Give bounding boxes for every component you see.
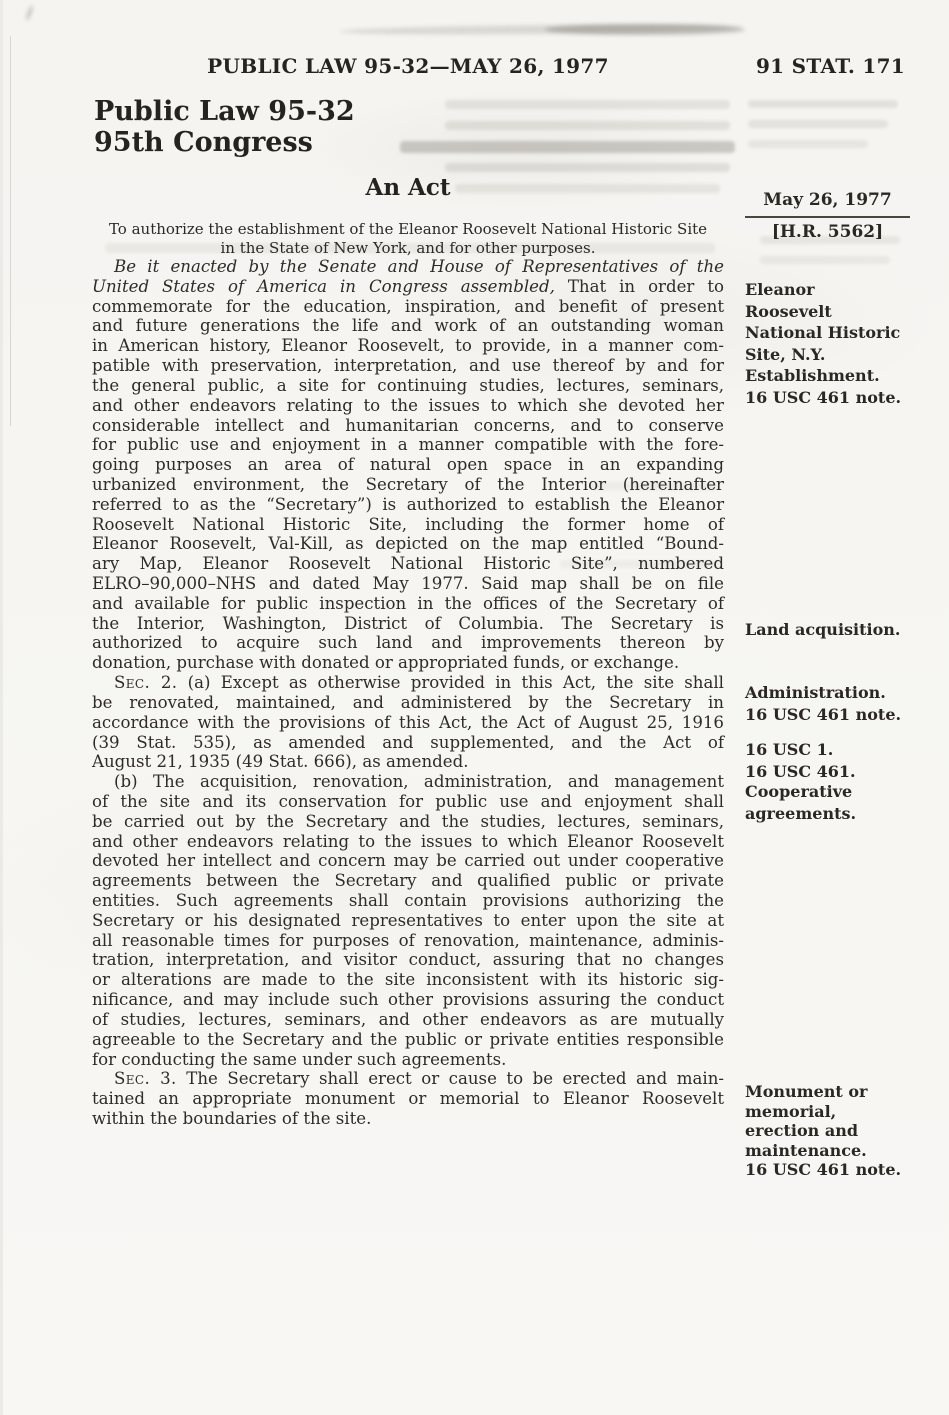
text-line: referred to as the “Secretary”) is authorized to establish the Eleanor — [92, 494, 724, 514]
text-line: August 21, 1935 (49 Stat. 666), as amended. — [92, 752, 469, 772]
margin-note-monument — [745, 1082, 910, 1180]
text-line: National Historic — [745, 323, 901, 343]
bleed-through-artifact — [400, 141, 735, 153]
public-law-number: Public Law 95-32 — [94, 96, 355, 127]
text-line: memorial, — [745, 1101, 837, 1121]
margin-note-date-block — [745, 190, 910, 243]
text-line: Cooperative — [745, 782, 853, 801]
text-line: agreeable to the Secretary and the public or private entities responsible — [92, 1029, 724, 1049]
text-line: patible with preservation, interpretation, and use thereof by and for — [92, 356, 724, 376]
page-edge-shade — [0, 0, 3, 1415]
text-line: and future generations the life and work of an outstanding woman — [92, 316, 724, 336]
text-line: the general public, a site for continuing studies, lectures, seminars, — [92, 375, 724, 395]
text-line: Secretary or his designated representatives to enter upon the site at — [92, 910, 724, 930]
act-heading: An Act — [365, 174, 451, 201]
text-line: within the boundaries of the site. — [92, 1108, 372, 1128]
bleed-through-artifact — [748, 120, 888, 128]
text-line: considerable intellect and humanitarian concerns, and to conserve — [92, 415, 724, 435]
margin-note-administration — [745, 682, 910, 725]
text-line: for conducting the same under such agreements. — [92, 1049, 507, 1069]
text-line: (b) The acquisition, renovation, administration, and management — [114, 772, 724, 792]
bleed-through-artifact — [748, 100, 898, 108]
ink-smudge-artifact — [340, 23, 740, 36]
text-line: all reasonable times for purposes of renovation, maintenance, adminis- — [92, 930, 724, 950]
pen-tick-artifact — [25, 5, 33, 21]
ink-smudge-artifact — [545, 24, 745, 35]
text-line: (39 Stat. 535), as amended and supplemented, and the Act of — [92, 732, 724, 752]
text-line: 16 USC 1. — [745, 740, 834, 759]
text-line: the Interior, Washington, District of Columbia. The Secretary is — [92, 613, 724, 633]
congress-number: 95th Congress — [94, 127, 313, 158]
scan-fold-line — [10, 36, 11, 426]
section-2b-paragraph — [92, 772, 724, 1069]
text-line: Establishment. — [745, 366, 880, 386]
text-line: Roosevelt — [745, 301, 832, 321]
bleed-through-artifact — [760, 256, 890, 264]
bleed-through-artifact — [748, 140, 868, 148]
text-line: in the State of New York, and for other purposes. — [220, 239, 596, 257]
text-line: Land acquisition. — [745, 620, 901, 639]
bleed-through-artifact — [445, 163, 730, 172]
text-line: entities. Such agreements shall contain provisions authorizing the — [92, 891, 724, 910]
stat-citation: 91 STAT. 171 — [755, 54, 905, 78]
bill-number-note: [H.R. 5562] — [771, 221, 884, 242]
text-line: going purposes an area of natural open space in an expanding — [92, 455, 724, 475]
text-line: nificance, and may include such other provisions assuring the conduct — [92, 990, 724, 1010]
text-line: 16 USC 461. — [745, 761, 856, 781]
text-line: and other endeavors relating to the issues to which Eleanor Roosevelt — [92, 831, 724, 851]
text-line: or alterations are made to the site inconsistent with its historic sig- — [92, 970, 724, 990]
text-line: To authorize the establishment of the Eleanor Roosevelt National Historic Site — [108, 220, 708, 238]
text-line: tration, interpretation, and visitor conduct, assuring that no changes — [92, 950, 724, 970]
section-3-paragraph — [92, 1069, 724, 1128]
law-heading — [94, 96, 355, 158]
margin-note-establishment — [745, 279, 910, 409]
margin-note-land-acquisition — [745, 619, 910, 641]
text-line: Administration. — [745, 683, 886, 702]
text-line: agreements between the Secretary and qualified public or private — [92, 871, 724, 891]
text-line: tained an appropriate monument or memorial to Eleanor Roosevelt — [92, 1089, 724, 1109]
text-line: be carried out by the Secretary and the studies, lectures, seminars, — [92, 811, 724, 831]
text-line: Sec. 3. The Secretary shall erect or cause to be erected and main- — [114, 1069, 724, 1089]
bleed-through-artifact — [445, 100, 730, 109]
text-line: 16 USC 461 note. — [745, 704, 902, 724]
text-line: and other endeavors relating to the issues to which she devoted her — [92, 395, 724, 415]
date-note: May 26, 1977 — [745, 190, 910, 218]
text-line: Monument or — [745, 1082, 868, 1101]
text-line: Sec. 2. (a) Except as otherwise provided in this Act, the site shall — [114, 673, 724, 693]
text-line: authorized to acquire such land and improvements thereon by — [92, 633, 724, 653]
text-line: Roosevelt National Historic Site, including the former home of — [92, 514, 724, 534]
text-line: erection and — [745, 1121, 859, 1140]
text-line: of studies, lectures, seminars, and other endeavors as are mutually — [92, 1009, 724, 1029]
text-line: 16 USC 461 note. — [745, 387, 902, 407]
text-line: and available for public inspection in the offices of the Secretary of — [92, 593, 724, 613]
text-line: maintenance. — [745, 1140, 867, 1160]
section-2a-paragraph — [92, 673, 724, 772]
long-title — [92, 220, 724, 258]
text-line: devoted her intellect and concern may be carried out under cooperative — [92, 851, 724, 871]
text-line: of the site and its conservation for public use and enjoyment shall — [92, 791, 724, 811]
text-line: United States of America in Congress assembled, That in order to — [92, 276, 724, 296]
text-line: in American history, Eleanor Roosevelt, to provide, in a manner com- — [92, 336, 724, 356]
enacting-clause-paragraph — [92, 257, 724, 673]
text-line: agreements. — [745, 803, 857, 823]
margin-note-cooperative-agreements — [745, 781, 910, 824]
margin-note-usc-references — [745, 739, 910, 782]
text-line: for public use and enjoyment in a manner compatible with the fore- — [92, 435, 724, 455]
text-line: commemorate for the education, inspiration, and benefit of present — [92, 296, 724, 316]
bleed-through-artifact — [445, 121, 730, 130]
text-line: Eleanor Roosevelt, Val-Kill, as depicted on the map entitled “Bound- — [92, 534, 724, 554]
text-line: Site, N.Y. — [745, 344, 826, 364]
running-header-title: PUBLIC LAW 95-32—MAY 26, 1977 — [207, 54, 609, 78]
text-line: donation, purchase with donated or appropriated funds, or exchange. — [92, 653, 680, 673]
text-line: be renovated, maintained, and administered by the Secretary in — [92, 692, 724, 712]
text-line: accordance with the provisions of this Act, the Act of August 25, 1916 — [92, 712, 724, 732]
text-line: urbanized environment, the Secretary of the Interior (hereinafter — [92, 474, 724, 494]
text-line: 16 USC 461 note. — [745, 1160, 902, 1179]
text-line: ary Map, Eleanor Roosevelt National Historic Site”, numbered — [92, 554, 724, 574]
text-line: Eleanor — [745, 280, 815, 299]
text-line: ELRO–90,000–NHS and dated May 1977. Said map shall be on file — [92, 574, 724, 593]
statute-body — [92, 257, 724, 1129]
text-line: Be it enacted by the Senate and House of Representatives of the — [114, 257, 724, 276]
